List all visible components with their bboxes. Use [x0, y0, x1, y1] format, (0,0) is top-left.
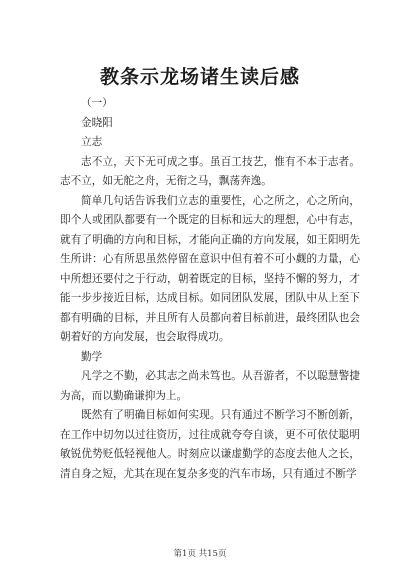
- quote-paragraph-lizhi: 志不立，天下无可成之事。虽百工技艺，惟有不本于志者。志不立，如无舵之舟，无衔之马，飘荡奔逸。: [60, 155, 360, 187]
- section-heading-qinxue: 勤学: [81, 350, 103, 363]
- author-name: 金晓阳: [81, 116, 113, 129]
- document-body: [60, 94, 360, 484]
- page-number-footer: 第1页 共15页: [173, 549, 227, 559]
- section-heading-lizhi: 立志: [81, 136, 103, 148]
- section-number: （一）: [81, 97, 113, 109]
- document-title: 教条示龙场诸生读后感: [99, 66, 300, 88]
- body-paragraph-qinxue: 既然有了明确目标如何实现。只有通过不断学习不断创新，在工作中切勿以过往资历，过往成就夸夸自谈，更不可依仗聪明敏锐优势贬低轻视他人。时刻应以谦虚勤学的态度去他人之长，清自身之短，尤其在现在复杂多变的汽车市场，只有通过不断学: [60, 409, 360, 480]
- quote-paragraph-qinxue: 凡学之不勤，必其志之尚未笃也。从吾游者，不以聪慧警捷为高，而以勤确谦抑为上。: [60, 370, 360, 402]
- body-paragraph-lizhi: 简单几句话告诉我们立志的重要性，心之所之，心之所向，即个人或团队都要有一个既定的目标和远大的理想，心中有志，就有了明确的方向和目标，才能向正确的方向发展，如王阳明先生所讲：心有所思虽然停留在意识中但有着不可小觑的力量，心中所想还要付之于行动，朝着既定的目标，坚持不懈的努力，才能一步步接近目标，达成目标。如同团队发展，团队中从上至下都有明确的目标，并且所有人员都向着目标前进，最终团队也会朝着好的方向发展，也会取得成功。: [60, 194, 360, 343]
